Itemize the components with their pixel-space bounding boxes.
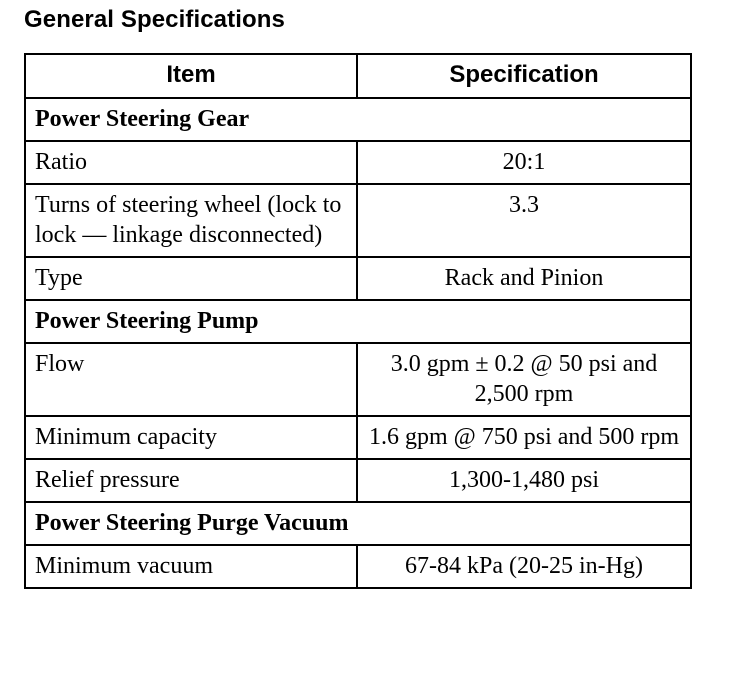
column-header-item: Item	[25, 54, 357, 98]
item-cell: Relief pressure	[25, 459, 357, 502]
table-header-row	[25, 54, 691, 98]
table-row	[25, 184, 691, 257]
section-title: Power Steering Pump	[25, 300, 691, 343]
spec-cell: 67-84 kPa (20-25 in-Hg)	[357, 545, 691, 588]
spec-cell: 1.6 gpm @ 750 psi and 500 rpm	[357, 416, 691, 459]
table-row	[25, 545, 691, 588]
table-row	[25, 416, 691, 459]
item-cell: Minimum vacuum	[25, 545, 357, 588]
item-cell: Minimum capacity	[25, 416, 357, 459]
table-row	[25, 257, 691, 300]
table-row	[25, 343, 691, 416]
item-cell: Flow	[25, 343, 357, 416]
spec-cell: 3.3	[357, 184, 691, 257]
spec-cell: 1,300-1,480 psi	[357, 459, 691, 502]
table-row	[25, 141, 691, 184]
spec-cell: Rack and Pinion	[357, 257, 691, 300]
page-title: General Specifications	[24, 6, 285, 33]
general-specifications-table	[24, 53, 692, 589]
spec-cell: 3.0 gpm ± 0.2 @ 50 psi and 2,500 rpm	[357, 343, 691, 416]
item-cell: Ratio	[25, 141, 357, 184]
item-cell: Type	[25, 257, 357, 300]
column-header-specification: Specification	[357, 54, 691, 98]
section-row	[25, 502, 691, 545]
table-row	[25, 459, 691, 502]
section-title: Power Steering Purge Vacuum	[25, 502, 691, 545]
section-title: Power Steering Gear	[25, 98, 691, 141]
section-row	[25, 300, 691, 343]
spec-cell: 20:1	[357, 141, 691, 184]
section-row	[25, 98, 691, 141]
item-cell: Turns of steering wheel (lock to lock — linkage disconnected)	[25, 184, 357, 257]
